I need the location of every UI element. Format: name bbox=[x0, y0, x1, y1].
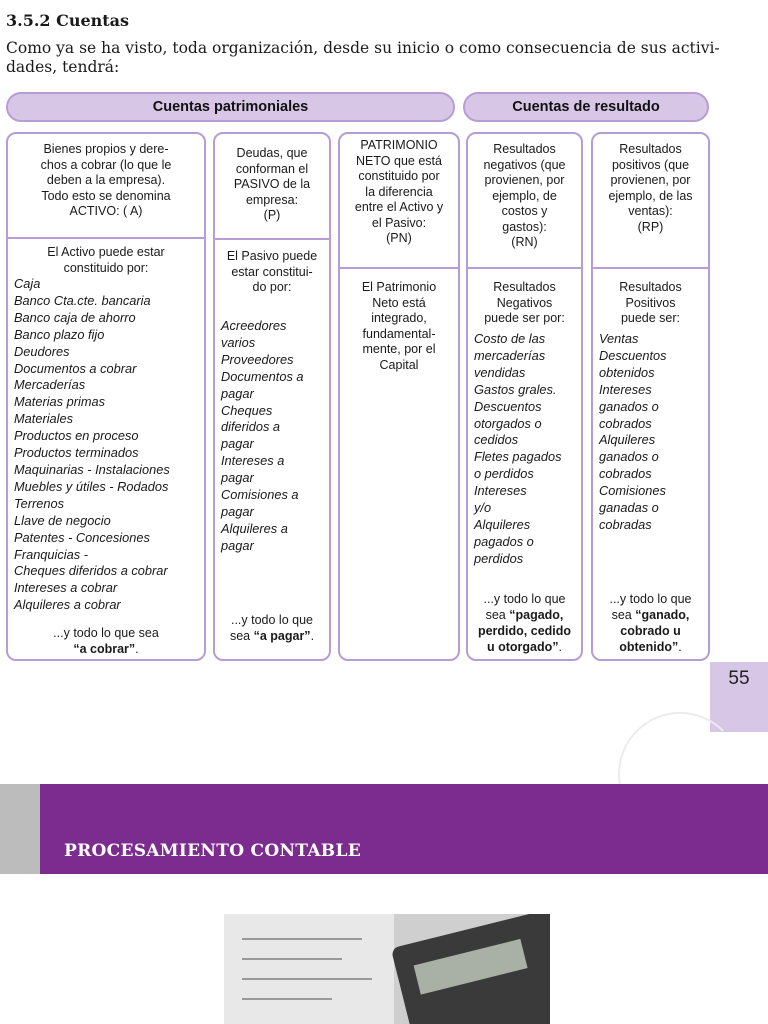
text-line: Neto está bbox=[372, 295, 426, 310]
list-item: Intereses a bbox=[221, 453, 285, 469]
list-item: otorgados o bbox=[474, 415, 542, 431]
list-item: Fletes pagados bbox=[474, 449, 562, 465]
text-line: conforman el bbox=[235, 161, 309, 176]
text-line: ventas): bbox=[628, 204, 673, 218]
calculator-photo bbox=[224, 914, 550, 1024]
list-item: pagar bbox=[221, 470, 254, 486]
pasivo-intro bbox=[215, 249, 329, 296]
rp-footer bbox=[593, 591, 708, 655]
list-item: Franquicias - bbox=[14, 546, 88, 562]
text-line: NETO que está bbox=[356, 153, 442, 168]
text-line: do por: bbox=[252, 280, 292, 294]
list-item: ganados o bbox=[599, 398, 659, 414]
text-line: Resultados bbox=[493, 142, 556, 156]
banner-side-block bbox=[0, 784, 40, 874]
list-item: obtenidos bbox=[599, 364, 655, 380]
text-line: (RP) bbox=[637, 219, 664, 234]
footer-line bbox=[468, 607, 581, 623]
list-item: Maquinarias - Instalaciones bbox=[14, 461, 170, 477]
text-line: constituido por bbox=[358, 169, 440, 183]
list-item: pagados o bbox=[474, 533, 534, 549]
list-item: Costo de las bbox=[474, 331, 546, 346]
list-item: Cheques bbox=[221, 402, 273, 418]
list-item: Descuentos bbox=[474, 398, 542, 414]
text-line: Capital bbox=[379, 357, 419, 372]
list-item: Llave de negocio bbox=[14, 512, 111, 528]
punctuation: . bbox=[558, 640, 562, 654]
list-item: vendidas bbox=[474, 364, 526, 380]
list-item: cedidos bbox=[474, 432, 519, 448]
list-item: Documentos a cobrar bbox=[14, 360, 137, 376]
photo-line bbox=[242, 958, 342, 960]
list-item: o perdidos bbox=[474, 466, 534, 482]
list-item: Alquileres bbox=[599, 432, 656, 448]
header-cuentas-patrimoniales: Cuentas patrimoniales bbox=[6, 92, 455, 122]
text-line: chos a cobrar (lo que le bbox=[40, 157, 172, 172]
banner-title: PROCESAMIENTO CONTABLE bbox=[64, 841, 361, 861]
text-line: Negativos bbox=[496, 295, 553, 310]
list-item: mercaderías bbox=[474, 347, 546, 363]
activo-items-list bbox=[8, 276, 204, 614]
text-line: entre el Activo y bbox=[354, 200, 444, 214]
list-item: Patentes - Concesiones bbox=[14, 529, 150, 545]
list-item: Caja bbox=[14, 276, 41, 291]
column-resultados-negativos bbox=[466, 132, 583, 661]
text-line: Resultados bbox=[619, 280, 682, 294]
text-line: el Pasivo: bbox=[371, 215, 427, 230]
emphasis: obtenido” bbox=[619, 640, 679, 654]
emphasis: u otorgado” bbox=[487, 640, 559, 654]
list-item: pagar bbox=[221, 537, 254, 553]
rn-footer bbox=[468, 591, 581, 655]
list-item: Productos en proceso bbox=[14, 428, 139, 444]
list-item: varios bbox=[221, 334, 256, 350]
list-item: Mercaderías bbox=[14, 377, 86, 393]
text-line: gastos): bbox=[502, 219, 547, 234]
list-item: pagar bbox=[221, 385, 254, 401]
rp-definition bbox=[593, 142, 708, 235]
chapter-banner bbox=[0, 784, 768, 874]
calculator-icon bbox=[391, 914, 550, 1024]
list-item: Comisiones bbox=[599, 483, 666, 499]
column-activo bbox=[6, 132, 206, 661]
divider bbox=[338, 267, 460, 269]
list-item: Materias primas bbox=[14, 394, 106, 410]
punctuation: . bbox=[135, 642, 139, 656]
list-item: Gastos grales. bbox=[474, 381, 557, 397]
pasivo-footer bbox=[215, 612, 329, 644]
emphasis: “ganado, bbox=[635, 608, 690, 622]
text-line: El Patrimonio bbox=[361, 280, 437, 294]
footer-line bbox=[593, 639, 708, 655]
text-line: (RN) bbox=[511, 235, 538, 249]
text-line: ejemplo, de las bbox=[608, 188, 693, 203]
text-line: El Pasivo puede bbox=[226, 249, 318, 263]
photo-document bbox=[224, 914, 394, 1024]
rn-intro bbox=[468, 280, 581, 327]
text-line: (P) bbox=[263, 208, 281, 222]
intro-line: dades, tendrá: bbox=[6, 58, 120, 76]
text-line: fundamental- bbox=[362, 326, 436, 341]
header-cuentas-resultado: Cuentas de resultado bbox=[463, 92, 709, 122]
text-line: ACTIVO: ( A) bbox=[69, 204, 143, 218]
list-item: Banco caja de ahorro bbox=[14, 309, 136, 325]
text-line: positivos (que bbox=[611, 157, 690, 172]
text-line: negativos (que bbox=[483, 157, 566, 172]
list-item: cobrados bbox=[599, 466, 652, 482]
footer-line bbox=[215, 628, 329, 644]
photo-line bbox=[242, 978, 372, 980]
text-line: Resultados bbox=[493, 280, 556, 294]
activo-definition bbox=[8, 142, 204, 220]
list-item: Comisiones a bbox=[221, 487, 299, 503]
emphasis: “a cobrar” bbox=[73, 642, 136, 656]
list-item: Cheques diferidos a cobrar bbox=[14, 563, 168, 579]
text-line: PATRIMONIO bbox=[360, 138, 438, 152]
footer-line: ...y todo lo que bbox=[483, 592, 566, 606]
emphasis: “a pagar” bbox=[253, 629, 311, 643]
rn-definition bbox=[468, 142, 581, 251]
divider bbox=[213, 238, 331, 240]
rp-intro bbox=[593, 280, 708, 327]
text-line: PASIVO de la bbox=[233, 177, 311, 191]
footer-text: sea bbox=[611, 608, 636, 622]
list-item: Intereses a cobrar bbox=[14, 580, 118, 596]
footer-line bbox=[593, 623, 708, 639]
text-line: provienen, por bbox=[610, 173, 691, 187]
pn-body bbox=[340, 280, 458, 373]
intro-paragraph bbox=[6, 39, 746, 77]
activo-footer bbox=[8, 625, 204, 657]
list-item: Deudores bbox=[14, 343, 70, 359]
divider bbox=[466, 267, 583, 269]
list-item: ganados o bbox=[599, 449, 659, 465]
text-line: costos y bbox=[501, 204, 548, 218]
list-item: pagar bbox=[221, 503, 254, 519]
column-resultados-positivos bbox=[591, 132, 710, 661]
list-item: Intereses bbox=[599, 381, 652, 397]
page-number-box bbox=[710, 662, 768, 732]
intro-line: Como ya se ha visto, toda organización, desde su inicio o como consecuencia de sus activi- bbox=[6, 39, 720, 57]
footer-line bbox=[468, 623, 581, 639]
footer-line bbox=[468, 639, 581, 655]
text-line: la diferencia bbox=[365, 184, 433, 199]
text-line: El Activo puede estar bbox=[47, 245, 165, 259]
list-item: Proveedores bbox=[221, 351, 294, 367]
text-line: constituido por: bbox=[63, 260, 149, 275]
text-line: Bienes propios y dere- bbox=[43, 142, 169, 156]
pasivo-definition bbox=[215, 146, 329, 224]
list-item: ganadas o bbox=[599, 500, 659, 516]
list-item: Materiales bbox=[14, 411, 74, 427]
list-item: Banco plazo fijo bbox=[14, 326, 105, 342]
footer-line bbox=[8, 641, 204, 657]
emphasis: perdido, cedido bbox=[477, 624, 572, 638]
list-item: Muebles y útiles - Rodados bbox=[14, 478, 169, 494]
text-line: deben a la empresa). bbox=[46, 173, 166, 187]
list-item: Intereses bbox=[474, 483, 527, 499]
text-line: Resultados bbox=[619, 142, 682, 156]
list-item: Terrenos bbox=[14, 495, 65, 511]
divider bbox=[591, 267, 710, 269]
text-line: puede ser por: bbox=[484, 311, 565, 325]
rp-items-list bbox=[593, 331, 708, 534]
footer-line: ...y todo lo que bbox=[230, 613, 313, 627]
list-item: Banco Cta.cte. bancaria bbox=[14, 292, 151, 308]
column-pasivo bbox=[213, 132, 331, 661]
text-line: ejemplo, de bbox=[492, 188, 557, 203]
photo-line bbox=[242, 998, 332, 1000]
activo-intro bbox=[8, 245, 204, 276]
list-item: Ventas bbox=[599, 331, 639, 346]
section-heading: 3.5.2 Cuentas bbox=[6, 11, 130, 30]
text-line: mente, por el bbox=[362, 342, 436, 356]
footer-line: ...y todo lo que bbox=[609, 592, 692, 606]
divider bbox=[6, 237, 206, 239]
list-item: diferidos a bbox=[221, 419, 281, 435]
list-item: cobrados bbox=[599, 415, 652, 431]
calculator-screen bbox=[414, 939, 528, 995]
footer-line: ...y todo lo que sea bbox=[53, 626, 159, 640]
page-number: 55 bbox=[728, 668, 750, 689]
photo-line bbox=[242, 938, 362, 940]
list-item: Alquileres bbox=[474, 516, 531, 532]
list-item: Documentos a bbox=[221, 368, 304, 384]
list-item: Alquileres a cobrar bbox=[14, 597, 121, 613]
list-item: pagar bbox=[221, 436, 254, 452]
text-line: empresa: bbox=[245, 192, 299, 207]
list-item: cobradas bbox=[599, 516, 652, 532]
list-item: y/o bbox=[474, 500, 492, 516]
list-item: perdidos bbox=[474, 550, 524, 566]
text-line: estar constitui- bbox=[231, 264, 313, 279]
text-line: puede ser: bbox=[620, 311, 681, 325]
pasivo-items-list bbox=[215, 318, 329, 555]
footer-text: sea bbox=[229, 629, 254, 643]
emphasis: cobrado u bbox=[620, 624, 681, 638]
footer-text: sea bbox=[485, 608, 510, 622]
list-item: Alquileres a bbox=[221, 520, 288, 536]
footer-line bbox=[593, 607, 708, 623]
emphasis: “pagado, bbox=[509, 608, 564, 622]
list-item: Productos terminados bbox=[14, 445, 139, 461]
list-item: Descuentos bbox=[599, 347, 667, 363]
text-line: integrado, bbox=[371, 311, 427, 325]
column-patrimonio-neto bbox=[338, 132, 460, 661]
text-line: Positivos bbox=[625, 295, 676, 310]
text-line: Deudas, que bbox=[236, 146, 308, 160]
text-line: (PN) bbox=[386, 231, 412, 245]
rn-items-list bbox=[468, 331, 581, 568]
punctuation: . bbox=[678, 640, 682, 654]
text-line: provienen, por bbox=[484, 173, 565, 187]
list-item: Acreedores bbox=[221, 318, 287, 333]
text-line: Todo esto se denomina bbox=[41, 188, 171, 203]
pn-definition bbox=[340, 138, 458, 247]
punctuation: . bbox=[310, 629, 315, 643]
